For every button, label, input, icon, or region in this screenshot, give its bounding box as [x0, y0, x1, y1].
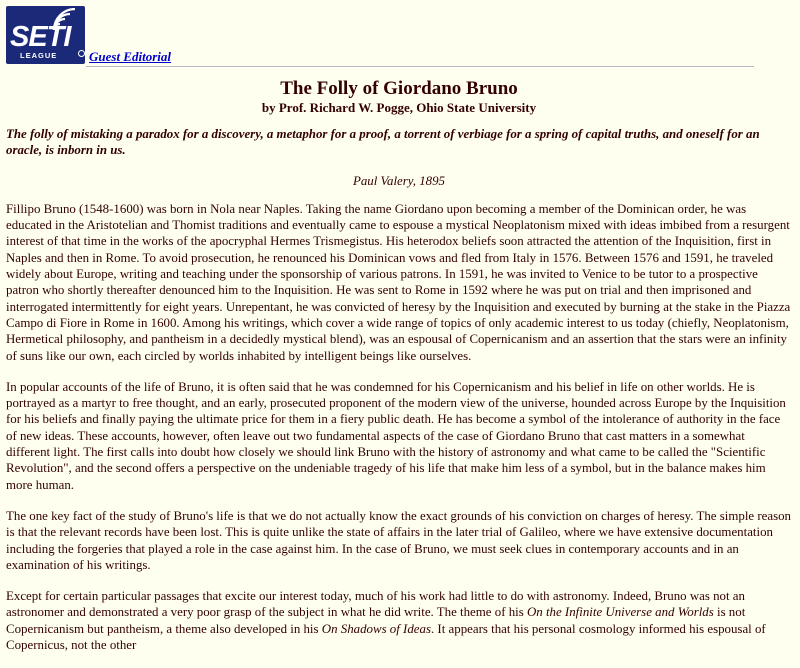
- article-title: The Folly of Giordano Bruno: [280, 78, 518, 99]
- paragraph-2: In popular accounts of the life of Bruno, it is often said that he was condemned for his Copernicanism and his belief in life on other worlds. He is portrayed as a martyr to free thought, and an early, prosecuted proponent of the modern view of the universe, hounded across Europe by the Inquisition for his beliefs and finally paying the ultimate price for them in a fiery public death. He has become a symbol of the intolerance of authority in the face of new ideas. These accounts, however, often leave out two fundamental aspects of the case of Giordano Bruno that cast matters in a somewhat different light. The first calls into doubt how closely we should link Bruno with the history of astronomy and what came to be called the "Scientific Revolution", and the second offers a perspective on the undeniable tragedy of his life that make him less of a symbol, but in the balance makes him more human.: [6, 379, 786, 492]
- paragraph-1: Fillipo Bruno (1548-1600) was born in Nola near Naples. Taking the name Giordano upon becoming a member of the Dominican order, he was educated in the Aristotelian and Thomist traditions and eventually came to espouse a mystical Neoplatonism mixed with ideas imbibed from a resurgent interest of that time in the works of the apocryphal Hermes Trismegistus. His heterodox beliefs soon attracted the attention of the Inquisition, first in Naples and then in Rome. To avoid prosecution, he renounced his Dominican vows and fled from Italy in 1576. Between 1576 and 1591, he traveled widely about Europe, writing and teaching under the sponsorship of various patrons. In 1591, he was invited to Venice to be tutor to a prospective patron who shortly thereafter denounced him to the Inquisition. He was sent to Rome in 1592 where he was put on trial and then imprisoned and interrogated intermittently for eight years. Unrepentant, he was convicted of heresy by the Inquisition and executed by burning at the stake in the Piazza Campo di Fiore in Rome in 1600. Among his writings, which cover a wide range of topics of only academic interest to us today (chiefly, Neoplatonism, Hermetical philosophy, and pantheism in a decidedly mystical blend), was an espousal of Copernicanism and an assertion that the stars were an infinity of suns like our own, each circled by worlds inhabited by intelligent beings like ourselves.: [6, 201, 791, 363]
- logo-subtext: LEAGUE: [20, 51, 58, 60]
- paragraph-4: [6, 588, 792, 653]
- epigraph: The folly of mistaking a paradox for a discovery, a metaphor for a proof, a torrent of verbiage for a spring of capital truths, and oneself for an oracle, is inborn in us.: [6, 127, 760, 158]
- paragraph-3: The one key fact of the study of Bruno's life is that we do not actually know the exact grounds of his conviction on charges of heresy. The simple reason is that the relevant records have been lost. This is quite unlike the state of affairs in the later trial of Galileo, where we have extensive documentation including the forgeries that played a role in the case against him. In the case of Bruno, we must seek clues in contemporary accounts and in an examination of his writings.: [6, 508, 791, 572]
- article: [6, 78, 792, 668]
- registered-mark-icon: [78, 50, 85, 57]
- book-title-infinite-universe: On the Infinite Universe and Worlds: [526, 605, 714, 620]
- seti-league-logo[interactable]: [6, 6, 85, 64]
- book-title-shadows-of-ideas: On Shadows of Ideas: [321, 621, 431, 636]
- guest-editorial-link[interactable]: Guest Editorial: [89, 49, 171, 64]
- paragraph-4-text-c: . It appears that his personal cosmology informed his espousal of Copernicus, not the other: [6, 621, 766, 653]
- paragraph-4-text-a: Except for certain particular passages that excite our interest today, much of his work had little to do with astronomy. Indeed, Bruno was not an astronomer and demonstrated a very poor grasp of the subject in what he did write. The theme of his: [6, 589, 745, 620]
- article-byline: by Prof. Richard W. Pogge, Ohio State University: [261, 100, 537, 115]
- paragraph-4-text-b: is not Copernicanism but pantheism, a theme also developed in his: [6, 605, 746, 636]
- header-divider: [86, 66, 754, 68]
- epigraph-attribution: Paul Valery, 1895: [352, 173, 445, 188]
- logo-text: SETI: [10, 21, 71, 53]
